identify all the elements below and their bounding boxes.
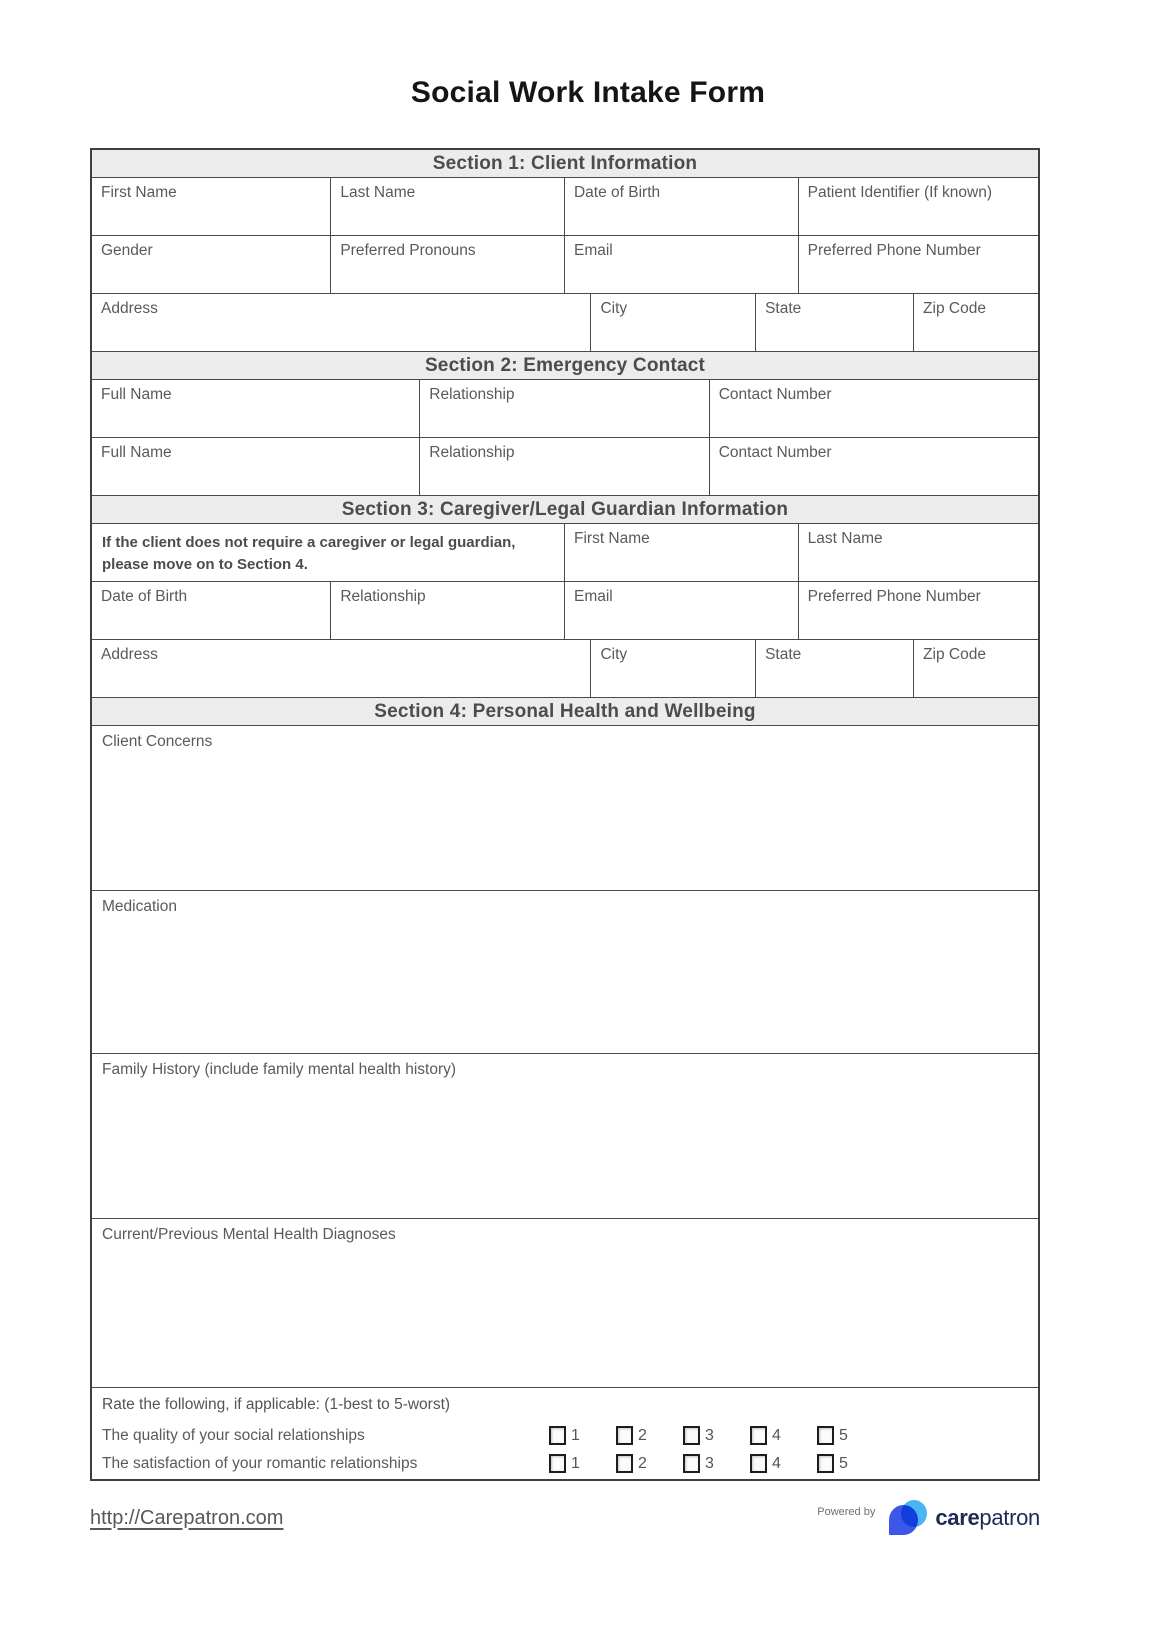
- field-label: Address: [101, 300, 158, 317]
- section1-header: Section 1: Client Information: [92, 150, 1038, 178]
- field-client-concerns[interactable]: [92, 726, 1038, 891]
- field-label: First Name: [574, 530, 650, 547]
- field-label: Patient Identifier (If known): [807, 184, 993, 201]
- logo-bubble-light-icon: [901, 1500, 927, 1527]
- field-label: Preferred Phone Number: [807, 588, 981, 605]
- rating-social-checkbox-3[interactable]: [683, 1426, 700, 1445]
- field-family-history[interactable]: [92, 1054, 1038, 1219]
- rating-social-checkbox-5[interactable]: [817, 1426, 834, 1445]
- section3-header: Section 3: Caregiver/Legal Guardian Information: [92, 496, 1038, 524]
- field-patient-identifier[interactable]: [799, 178, 1038, 235]
- rating-number: 2: [638, 1426, 647, 1444]
- field-label: City: [600, 300, 628, 317]
- brand-care-text: care: [935, 1505, 980, 1530]
- footer: [90, 1499, 1040, 1537]
- rating-number: 4: [772, 1454, 781, 1472]
- brand-patron-text: patron: [979, 1505, 1040, 1530]
- caregiver-note: If the client does not require a caregiver or legal guardian, please move on to Section 4.: [102, 534, 516, 573]
- rating-number: 2: [638, 1454, 647, 1472]
- field-label: State: [765, 646, 802, 663]
- field-label: State: [765, 300, 802, 317]
- field-label: Last Name: [340, 184, 416, 201]
- field-emergency2-relationship[interactable]: [420, 438, 709, 495]
- field-emergency2-full-name[interactable]: [92, 438, 420, 495]
- brand-wordmark: [935, 1505, 1040, 1531]
- rating-number: 5: [839, 1426, 848, 1444]
- field-label: Client Concerns: [102, 733, 213, 750]
- field-label: Relationship: [429, 386, 515, 403]
- section3-row-3: [92, 640, 1038, 698]
- section1-row-1: [92, 178, 1038, 236]
- section1-row-3: [92, 294, 1038, 352]
- field-label: Full Name: [101, 386, 172, 403]
- field-state[interactable]: [756, 294, 914, 351]
- intake-form-table: [90, 148, 1040, 1481]
- rating-instruction: Rate the following, if applicable: (1-best to 5-worst): [102, 1396, 451, 1413]
- field-caregiver-address[interactable]: [92, 640, 591, 697]
- field-preferred-pronouns[interactable]: [331, 236, 565, 293]
- rating-romantic-checkbox-1[interactable]: [549, 1454, 566, 1473]
- field-label: Email: [573, 242, 613, 259]
- field-caregiver-last-name[interactable]: [799, 524, 1038, 581]
- rating-social-checkbox-4[interactable]: [750, 1426, 767, 1445]
- field-label: Current/Previous Mental Health Diagnoses: [102, 1226, 396, 1243]
- section2-header: Section 2: Emergency Contact: [92, 352, 1038, 380]
- field-medication[interactable]: [92, 891, 1038, 1054]
- field-label: Family History (include family mental health history): [102, 1061, 457, 1078]
- rating-romantic-checkbox-2[interactable]: [616, 1454, 633, 1473]
- rating-number: 5: [839, 1454, 848, 1472]
- field-caregiver-date-of-birth[interactable]: [92, 582, 331, 639]
- field-preferred-phone[interactable]: [799, 236, 1038, 293]
- rating-row-label: The satisfaction of your romantic relationships: [102, 1454, 418, 1472]
- field-caregiver-first-name[interactable]: [565, 524, 799, 581]
- field-label: Full Name: [101, 444, 172, 461]
- section3-row-1: [92, 524, 1038, 582]
- rating-row-romantic: [102, 1451, 1028, 1476]
- field-emergency1-contact-number[interactable]: [710, 380, 1038, 437]
- field-emergency1-full-name[interactable]: [92, 380, 420, 437]
- field-address[interactable]: [92, 294, 591, 351]
- page-title: Social Work Intake Form: [410, 76, 766, 109]
- field-label: Email: [573, 588, 613, 605]
- rating-social-checkbox-2[interactable]: [616, 1426, 633, 1445]
- rating-section: [92, 1388, 1038, 1479]
- rating-row-label: The quality of your social relationships: [102, 1426, 365, 1444]
- field-caregiver-relationship[interactable]: [331, 582, 565, 639]
- field-last-name[interactable]: [331, 178, 565, 235]
- field-emergency1-relationship[interactable]: [420, 380, 709, 437]
- carepatron-link[interactable]: http://Carepatron.com: [90, 1506, 284, 1529]
- field-email[interactable]: [565, 236, 799, 293]
- carepatron-logo-icon: [889, 1499, 929, 1537]
- field-label: First Name: [101, 184, 177, 201]
- field-label: Date of Birth: [573, 184, 661, 201]
- field-label: Preferred Phone Number: [807, 242, 981, 259]
- field-label: Contact Number: [718, 444, 832, 461]
- section4-header: Section 4: Personal Health and Wellbeing: [92, 698, 1038, 726]
- field-label: Gender: [101, 242, 153, 259]
- field-caregiver-state[interactable]: [756, 640, 914, 697]
- field-label: Zip Code: [923, 300, 986, 317]
- field-label: City: [600, 646, 628, 663]
- rating-social-checkbox-1[interactable]: [549, 1426, 566, 1445]
- caregiver-note-cell: [92, 524, 565, 581]
- section1-row-2: [92, 236, 1038, 294]
- field-label: Contact Number: [718, 386, 832, 403]
- carepatron-brand: [817, 1499, 1040, 1537]
- rating-row-social: [102, 1423, 1028, 1448]
- field-caregiver-city[interactable]: [591, 640, 756, 697]
- field-label: Relationship: [429, 444, 515, 461]
- field-mental-health-diagnoses[interactable]: [92, 1219, 1038, 1388]
- rating-number: 1: [571, 1426, 580, 1444]
- rating-romantic-checkbox-5[interactable]: [817, 1454, 834, 1473]
- rating-number: 3: [705, 1426, 714, 1444]
- field-caregiver-preferred-phone[interactable]: [799, 582, 1038, 639]
- field-gender[interactable]: [92, 236, 331, 293]
- powered-by-label: Powered by: [817, 1506, 876, 1518]
- section2-row-1: [92, 380, 1038, 438]
- field-label: Date of Birth: [101, 588, 188, 605]
- field-label: Medication: [102, 898, 177, 915]
- rating-number: 3: [705, 1454, 714, 1472]
- field-caregiver-zip-code[interactable]: [914, 640, 1038, 697]
- section3-row-2: [92, 582, 1038, 640]
- field-label: Last Name: [807, 530, 883, 547]
- field-caregiver-email[interactable]: [565, 582, 799, 639]
- section2-row-2: [92, 438, 1038, 496]
- field-first-name[interactable]: [92, 178, 331, 235]
- rating-romantic-checkbox-4[interactable]: [750, 1454, 767, 1473]
- field-label: Preferred Pronouns: [340, 242, 476, 259]
- field-date-of-birth[interactable]: [565, 178, 799, 235]
- field-emergency2-contact-number[interactable]: [710, 438, 1038, 495]
- field-zip-code[interactable]: [914, 294, 1038, 351]
- rating-number: 4: [772, 1426, 781, 1444]
- field-label: Address: [101, 646, 158, 663]
- field-label: Relationship: [340, 588, 426, 605]
- field-label: Zip Code: [923, 646, 986, 663]
- rating-number: 1: [571, 1454, 580, 1472]
- field-city[interactable]: [591, 294, 756, 351]
- rating-romantic-checkbox-3[interactable]: [683, 1454, 700, 1473]
